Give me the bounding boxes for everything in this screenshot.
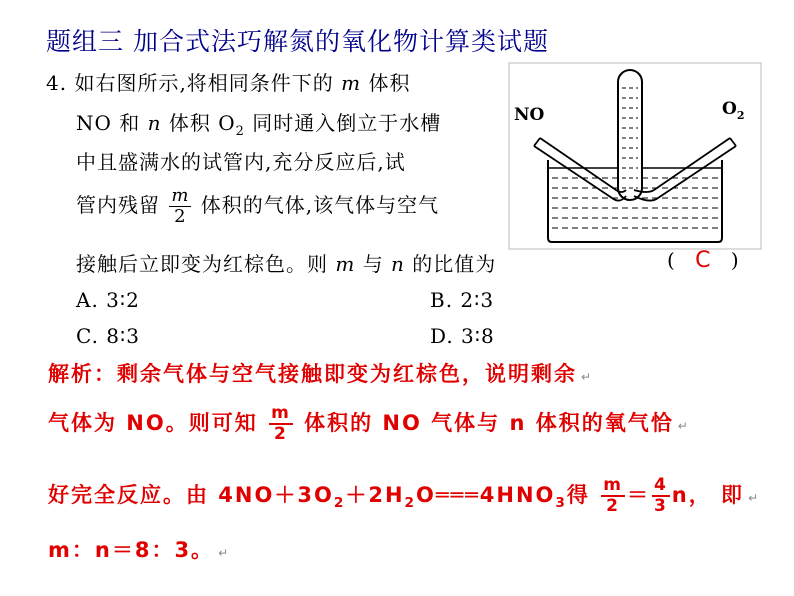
label-o2: $O_2$ xyxy=(722,99,745,122)
answer-bracket: ( C ) xyxy=(667,248,740,273)
question-number: 4. xyxy=(46,71,68,95)
solution-fraction-m-over-2-b: $\frac{m}{2}$ xyxy=(603,475,623,516)
question-line-1: 4. 如右图所示,将相同条件下的 m 体积 xyxy=(46,71,411,95)
inverted-test-tube xyxy=(618,70,642,200)
option-a: A. 3∶2 xyxy=(76,288,140,312)
solution-line-2: 气体为 NO。则可知 $\frac{m}{2}$ 体积的 NO 气体与 n 体积的氧气恰 ↵ xyxy=(48,403,690,444)
question-line-2: NO 和 n 体积 $O_2$ 同时通入倒立于水槽 xyxy=(76,111,442,139)
section-title: 题组三 加合式法巧解氮的氧化物计算类试题 xyxy=(46,27,549,56)
o2-inlet-tube xyxy=(634,138,736,201)
paragraph-mark: ↵ xyxy=(748,491,761,505)
fraction-m-over-2: $\frac{m}{2}$ xyxy=(171,185,190,227)
option-b: B. 2∶3 xyxy=(430,288,495,312)
paragraph-mark: ↵ xyxy=(677,419,690,433)
solution-fraction-4-over-3: $\frac{4}{3}$ xyxy=(653,475,668,516)
question-line-4: 管内残留 $\frac{m}{2}$ 体积的气体,该气体与空气 xyxy=(76,185,440,227)
question-line-3: 中且盛满水的试管内,充分反应后,试 xyxy=(76,150,406,174)
solution-line-4: m：n＝8：3。 ↵ xyxy=(48,538,231,562)
solution-fraction-m-over-2: $\frac{m}{2}$ xyxy=(271,403,291,444)
solution-line-1: 解析：剩余气体与空气接触即变为红棕色，说明剩余 ↵ xyxy=(48,362,594,386)
paragraph-mark: ↵ xyxy=(581,370,594,384)
question-line-5: 接触后立即变为红棕色。则 m 与 n 的比值为 xyxy=(76,252,497,276)
answer-value: C xyxy=(695,248,712,273)
label-no: NO xyxy=(514,105,545,125)
option-d: D. 3∶8 xyxy=(430,324,495,348)
solution-line-3: 好完全反应。由 $4NO+3O_2+2H_2O═══4HNO_3$得 $\frac{m}{2}$ ＝ $\frac{4}{3}$ n， 即 ↵ xyxy=(48,475,761,516)
apparatus-diagram xyxy=(508,62,762,250)
option-c: C. 8∶3 xyxy=(76,324,140,348)
paragraph-mark: ↵ xyxy=(218,546,231,560)
